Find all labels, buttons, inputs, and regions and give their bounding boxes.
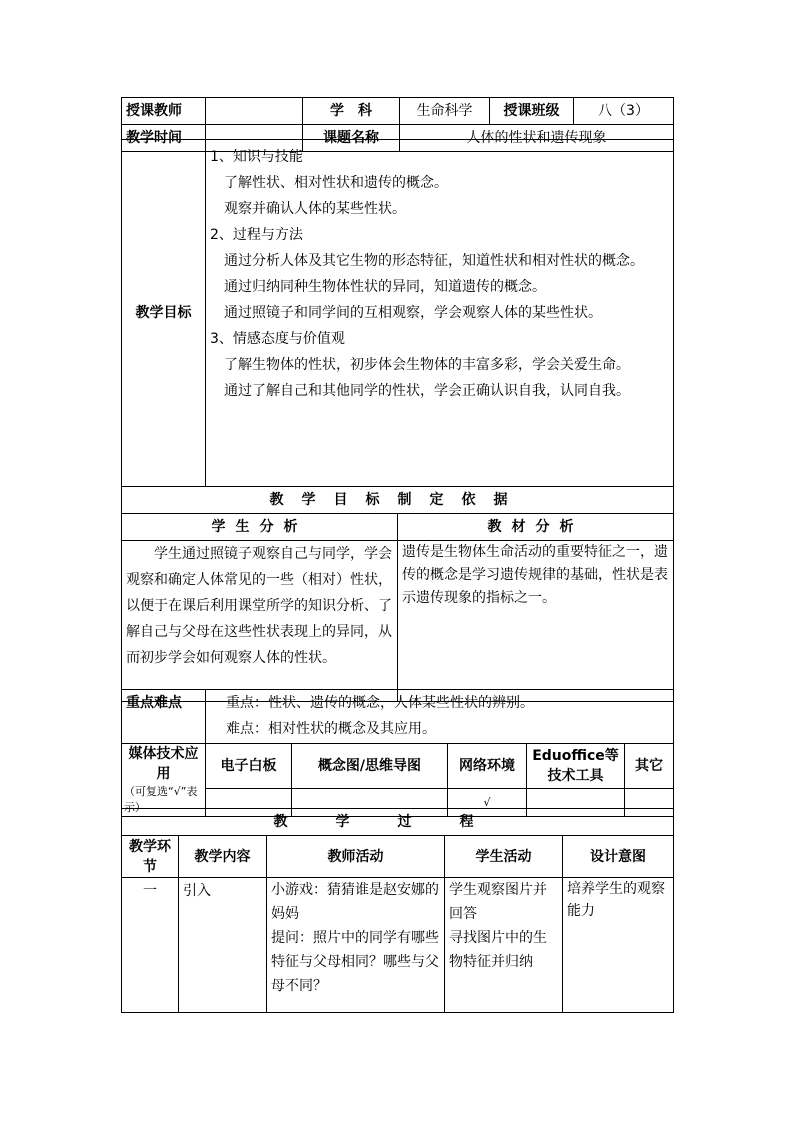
objectives-label: 教学目标: [122, 140, 206, 487]
teacher-value: [206, 98, 303, 125]
media-item-network: 网络环境: [448, 744, 527, 789]
difficult-point: 难点：相对性状的概念及其应用。: [226, 721, 436, 737]
process-header-intent: 设计意图: [563, 836, 674, 878]
teacher-label: 授课教师: [122, 98, 206, 125]
process-content: 引入: [179, 878, 267, 1013]
student-analysis-text: 学生通过照镜子观察自己与同学，学会观察和确定人体常见的一些（相对）性状，以便于在课后利用课堂所学的知识分析、了解自己与父母在这些性状表现上的异同，从而初步学会如何观察人体的性状。: [122, 541, 398, 702]
process-header-student: 学生活动: [445, 836, 563, 878]
media-check: √: [448, 789, 527, 817]
keypoints-table: [121, 689, 674, 744]
media-table: [121, 743, 674, 817]
media-item-eduoffice: Eduoffice等技术工具: [527, 744, 625, 789]
process-header-step: 教学环节: [122, 836, 179, 878]
media-item-concept-map: 概念图/思维导图: [292, 744, 448, 789]
objective-line: 通过分析人体及其它生物的形态特征，知道性状和相对性状的概念。: [224, 253, 644, 269]
student-analysis-header: 学生分析: [122, 514, 398, 541]
class-value: 八（3）: [574, 98, 674, 125]
objective-line: 了解性状、相对性状和遗传的概念。: [224, 175, 448, 191]
objectives-content: [206, 140, 674, 487]
process-step: 一: [122, 878, 179, 1013]
process-table: [121, 808, 674, 1013]
time-label: 教学时间: [122, 125, 206, 152]
objective-line: 1、知识与技能: [210, 149, 303, 165]
key-point: 重点：性状、遗传的概念，人体某些性状的辨别。: [226, 695, 534, 711]
media-item-whiteboard: 电子白板: [206, 744, 292, 789]
basis-title: 教学目标制定依据: [122, 487, 674, 514]
process-header-teacher: 教师活动: [267, 836, 445, 878]
class-label: 授课班级: [490, 98, 574, 125]
media-label: 媒体技术应用 （可复选“√”表示）: [122, 744, 206, 817]
material-analysis-text: 遗传是生物体生命活动的重要特征之一，遗传的概念是学习遗传规律的基础，性状是表示遗传现象的指标之一。: [398, 541, 674, 702]
process-title: 教学过程: [122, 809, 674, 836]
table-row: [122, 878, 674, 1013]
objective-line: 通过了解自己和其他同学的性状，学会正确认识自我，认同自我。: [224, 383, 630, 399]
objective-line: 了解生物体的性状，初步体会生物体的丰富多彩，学会关爱生命。: [224, 357, 630, 373]
objective-line: 通过归纳同种生物体性状的异同，知道遗传的概念。: [224, 279, 546, 295]
objective-line: 观察并确认人体的某些性状。: [224, 201, 406, 217]
media-item-other: 其它: [625, 744, 674, 789]
keypoints-label: 重点难点: [122, 690, 206, 744]
objective-line: 通过照镜子和同学间的互相观察，学会观察人体的某些性状。: [224, 305, 602, 321]
objectives-table: [121, 139, 674, 487]
objective-line: 3、情感态度与价值观: [210, 331, 345, 347]
process-intent: 培养学生的观察能力: [563, 878, 674, 1013]
topic-value: 人体的性状和遗传现象: [400, 125, 674, 152]
process-header-content: 教学内容: [179, 836, 267, 878]
subject-value: 生命科学: [400, 98, 490, 125]
subject-label: 学 科: [303, 98, 400, 125]
basis-table: [121, 486, 674, 702]
objective-line: 2、过程与方法: [210, 227, 303, 243]
material-analysis-header: 教材分析: [398, 514, 674, 541]
process-student: 学生观察图片并回答 寻找图片中的生物特征并归纳: [445, 878, 563, 1013]
topic-label: 课题名称: [303, 125, 400, 152]
keypoints-content: [206, 690, 674, 744]
process-teacher: 小游戏：猜猜谁是赵安娜的妈妈 提问：照片中的同学有哪些特征与父母相同？哪些与父母不同？: [267, 878, 445, 1013]
